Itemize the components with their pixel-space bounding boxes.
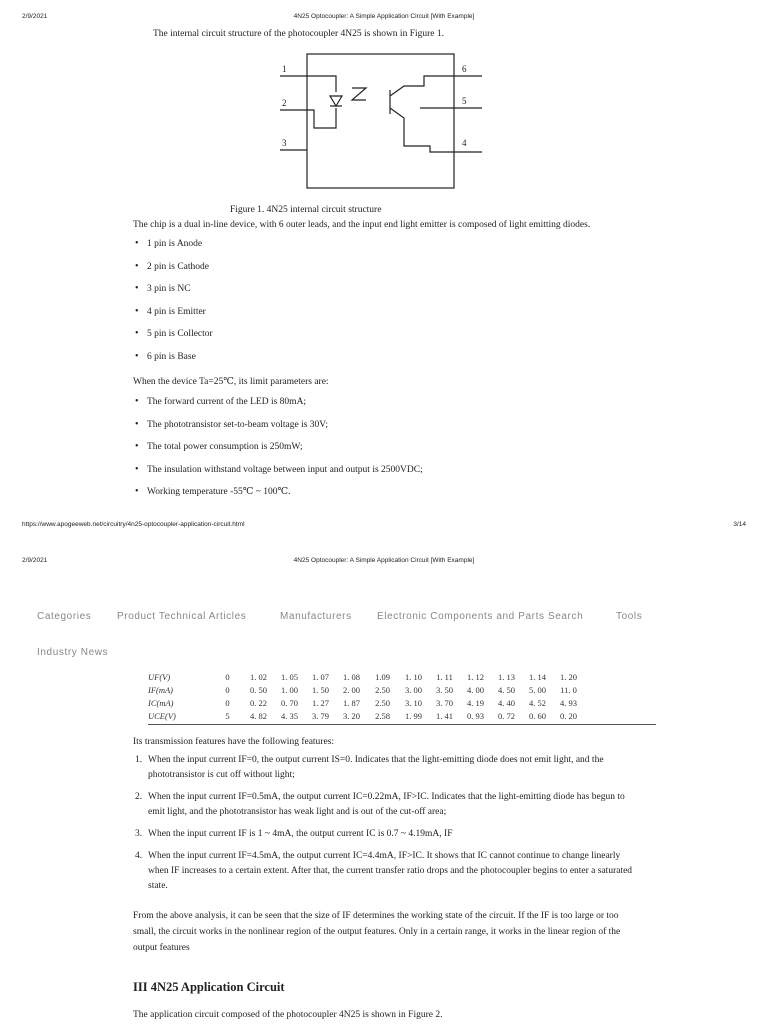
table-cell: 2.58: [375, 710, 390, 721]
row-label: UCE(V): [148, 710, 176, 721]
pin-label: 3: [282, 138, 287, 148]
list-item: • 2 pin is Cathode: [133, 261, 213, 284]
table-cell: 3. 10: [405, 697, 422, 708]
limits-list: [133, 396, 423, 509]
nav-item-components-search[interactable]: Electronic Components and Parts Search: [377, 611, 584, 622]
table-row: [148, 696, 584, 709]
page-header-date: 2/9/2021: [22, 557, 48, 564]
nav-item-manufacturers[interactable]: Manufacturers: [280, 611, 352, 622]
list-item: 2. When the input current IF=0.5mA, the output current IC=0.22mA, IF>IC. Indicates that the light-emitting diode has begun to emit light, and the phototransistor has weak light and is out of the cut-off area;: [135, 792, 625, 817]
nav-item-tools[interactable]: Tools: [616, 611, 643, 622]
pin-label: 5: [462, 96, 467, 106]
table-cell: 1. 12: [467, 671, 484, 682]
table-cell: 0. 60: [529, 710, 546, 721]
table-cell: 1. 02: [250, 671, 267, 682]
table-cell: 1. 87: [343, 697, 360, 708]
table-cell: 0. 22: [250, 697, 267, 708]
list-item: • 4 pin is Emitter: [133, 306, 213, 329]
nav-item-industry-news[interactable]: Industry News: [37, 647, 109, 658]
pin-label: 1: [282, 64, 287, 74]
nav-item-categories[interactable]: Categories: [37, 611, 92, 622]
table-cell: 3. 50: [436, 684, 453, 695]
table-cell: 1. 99: [405, 710, 422, 721]
table-cell: 3. 70: [436, 697, 453, 708]
table-cell: 1. 10: [405, 671, 422, 682]
table-cell: 0. 93: [467, 710, 484, 721]
list-item: • 3 pin is NC: [133, 283, 213, 306]
table-cell: 4. 50: [498, 684, 515, 695]
table-cell: 5. 00: [529, 684, 546, 695]
chip-description: The chip is a dual in-line device, with 6 outer leads, and the input end light emitter is composed of light emitting diodes.: [133, 220, 591, 230]
section-heading: III 4N25 Application Circuit: [133, 980, 285, 994]
intro-text: The internal circuit structure of the photocoupler 4N25 is shown in Figure 1.: [153, 29, 445, 39]
list-item: 1. When the input current IF=0, the output current IS=0. Indicates that the light-emitting diode does not emit light, and the phototransistor is cut off without light;: [135, 755, 604, 780]
row-label: UF(V): [148, 671, 171, 682]
table-cell: 2. 00: [343, 684, 360, 695]
table-cell: 1. 41: [436, 710, 453, 721]
footer-page-number: 3/14: [733, 521, 746, 528]
table-cell: 1. 11: [436, 671, 453, 682]
table-cell: 4. 35: [281, 710, 298, 721]
nav-item-product-technical-articles[interactable]: Product Technical Articles: [117, 611, 247, 622]
page-header-title: 4N25 Optocoupler: A Simple Application Circuit [With Example]: [293, 13, 475, 20]
list-item: • 1 pin is Anode: [133, 238, 213, 261]
table-cell: 1. 14: [529, 671, 546, 682]
table-cell: 11. 0: [560, 684, 577, 695]
table-bottom-rule: [148, 724, 656, 725]
table-cell: 1. 13: [498, 671, 515, 682]
analysis-paragraph: From the above analysis, it can be seen that the size of IF determines the working state of the circuit. If the IF is too large or too small, the circuit works in the nonlinear region of the output features. Only in a certain range, it works in the linear region of the output features: [133, 911, 621, 953]
table-cell: 1. 05: [281, 671, 298, 682]
list-item-text: When the input current IF=0, the output current IS=0. Indicates that the light-emitting diode does not emit light, and the phototransistor is cut off without light;: [148, 755, 604, 780]
list-item: • The phototransistor set-to-beam voltage is 30V;: [133, 419, 423, 442]
table-cell: 0: [225, 684, 230, 695]
table-cell: 1. 00: [281, 684, 298, 695]
row-label: IF(mA): [148, 684, 174, 695]
table-cell: 4. 93: [560, 697, 577, 708]
table-cell: 5: [225, 710, 230, 721]
limits-intro: When the device Ta=25℃, its limit parameters are:: [133, 377, 329, 387]
table-cell: 0. 50: [250, 684, 267, 695]
table-cell: 2.50: [375, 684, 390, 695]
table-cell: 0. 72: [498, 710, 515, 721]
list-item: • 5 pin is Collector: [133, 328, 213, 351]
list-item: • The forward current of the LED is 80mA;: [133, 396, 423, 419]
table-cell: 4. 00: [467, 684, 484, 695]
table-cell: 1. 08: [343, 671, 360, 682]
list-item: • Working temperature -55℃ ~ 100℃.: [133, 486, 423, 509]
page-header-title: 4N25 Optocoupler: A Simple Application Circuit [With Example]: [293, 557, 475, 564]
table-row: [148, 670, 584, 683]
table-cell: 1. 07: [312, 671, 329, 682]
table-cell: 0. 20: [560, 710, 577, 721]
list-item-text: When the input current IF=4.5mA, the output current IC=4.4mA, IF>IC. It shows that IC cannot continue to change linearly when IF increases to a certain extent. After that, the current transfer ratio drops and the photocoupler begins to enter a saturated state.: [148, 851, 633, 891]
list-item-text: When the input current IF=0.5mA, the output current IC=0.22mA, IF>IC. Indicates that the light-emitting diode has begun to emit light, and the phototransistor has weak light and is out of the cut-off area;: [148, 792, 625, 817]
pin-label: 2: [282, 98, 287, 108]
features-intro: Its transmission features have the following features:: [133, 737, 335, 747]
table-cell: 3. 79: [312, 710, 329, 721]
pin-list: [133, 238, 213, 373]
section-intro: The application circuit composed of the photocoupler 4N25 is shown in Figure 2.: [133, 1010, 443, 1020]
table-row: [148, 709, 584, 722]
list-item: 4. When the input current IF=4.5mA, the output current IC=4.4mA, IF>IC. It shows that IC cannot continue to change linearly when IF increases to a certain extent. After that, the current transfer ratio drops and the photocoupler begins to enter a saturated state.: [135, 851, 633, 891]
table-cell: 1. 27: [312, 697, 329, 708]
list-item: • The insulation withstand voltage between input and output is 2500VDC;: [133, 464, 423, 487]
characteristics-table: [148, 670, 584, 722]
page-header-date: 2/9/2021: [22, 13, 48, 20]
table-cell: 4. 52: [529, 697, 546, 708]
figure-caption: Figure 1. 4N25 internal circuit structure: [230, 205, 382, 215]
table-row: [148, 683, 584, 696]
pin-label: 6: [462, 64, 467, 74]
table-cell: 4. 40: [498, 697, 515, 708]
table-cell: 3. 00: [405, 684, 422, 695]
row-label: IC(mA): [148, 697, 174, 708]
list-item-text: When the input current IF is 1 ~ 4mA, the output current IC is 0.7 ~ 4.19mA, IF: [148, 829, 453, 839]
circuit-diagram: [270, 48, 500, 196]
footer-url[interactable]: https://www.apogeeweb.net/circuitry/4n25-optocoupler-application-circuit.html: [22, 521, 245, 528]
table-cell: 4. 82: [250, 710, 267, 721]
table-cell: 1. 50: [312, 684, 329, 695]
features-list: [135, 753, 635, 901]
pin-label: 4: [462, 138, 467, 148]
table-cell: 1.09: [375, 671, 390, 682]
table-cell: 0: [225, 671, 230, 682]
table-cell: 3. 20: [343, 710, 360, 721]
list-item: • The total power consumption is 250mW;: [133, 441, 423, 464]
table-cell: 0. 70: [281, 697, 298, 708]
list-item: • 6 pin is Base: [133, 351, 213, 374]
table-cell: 2.50: [375, 697, 390, 708]
table-cell: 4. 19: [467, 697, 484, 708]
table-cell: 0: [225, 697, 230, 708]
table-cell: 1. 20: [560, 671, 577, 682]
list-item: 3. When the input current IF is 1 ~ 4mA, the output current IC is 0.7 ~ 4.19mA, IF: [135, 829, 453, 839]
